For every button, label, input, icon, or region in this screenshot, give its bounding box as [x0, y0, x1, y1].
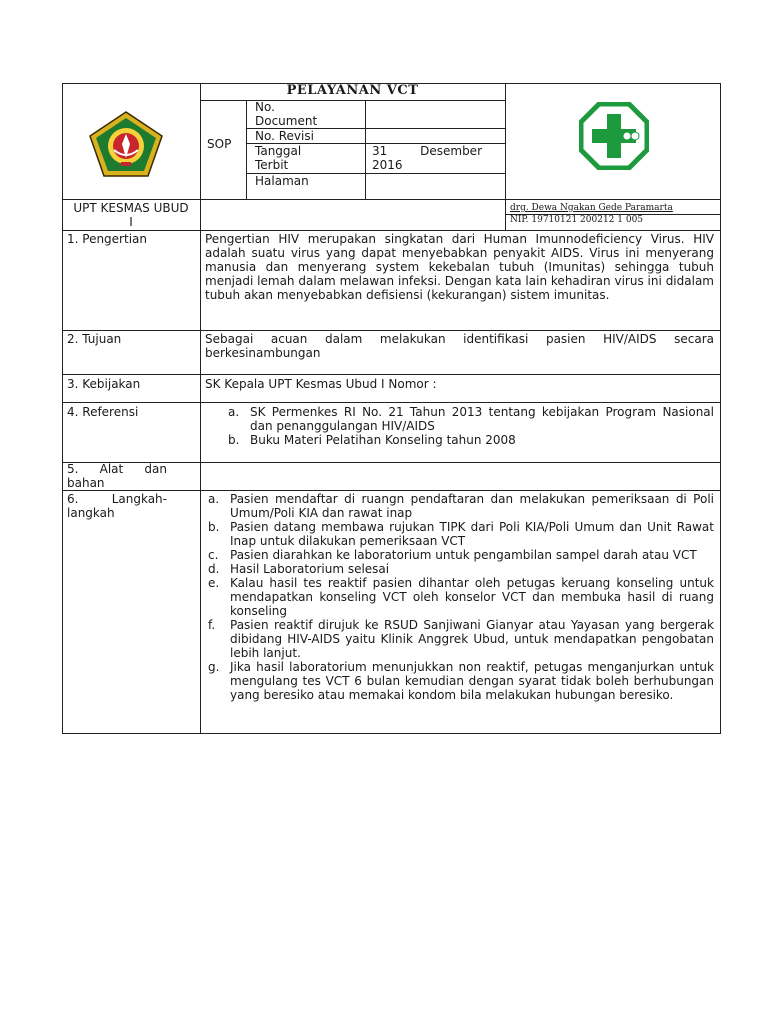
list-item: g. Jika hasil laboratorium menunjukkan non reaktif, petugas menganjurkan untuk mengulang tes VCT 6 bulan kemudian dengan syarat tidak boleh berhubungan yang beresiko atau memakai kondom bila melakukan hubungan beresiko.	[208, 660, 714, 702]
section-label-tujuan: 2. Tujuan	[67, 332, 122, 346]
section-text-tujuan: Sebagai acuan dalam melakukan identifikasi pasien HIV/AIDS secara berkesinambungan	[205, 332, 714, 360]
section-text-pengertian: Pengertian HIV merupakan singkatan dari Human Imunnodeficiency Virus. HIV adalah suatu virus yang dapat menyebabkan penyakit AIDS. Virus ini menyerang manusia dan menyerang system kekebalan tubuh (Imunitas) sehingga tubuh menjadi lemah dalam melawan infeksi. Dengan kata lain kehadiran virus ini didalam tubuh akan menyebabkan defisiensi (kekurangan) sistem imunitas.	[205, 232, 714, 302]
title-underline	[200, 100, 505, 101]
meta-value-tanggal: 31 Desember 2016	[372, 144, 482, 172]
list-item: c. Pasien diarahkan ke laboratorium untuk pengambilan sampel darah atau VCT	[208, 548, 697, 562]
header-line	[62, 199, 721, 200]
meta-label-document: No. Document	[255, 100, 318, 128]
section-label-langkah: 6. Langkah-langkah	[67, 492, 167, 520]
list-item: a. Pasien mendaftar di ruangn pendaftaran dan melakukan pemeriksaan di Poli Umum/Poli KIA dan rawat inap	[208, 492, 714, 520]
section-text-kebijakan: SK Kepala UPT Kesmas Ubud I Nomor :	[205, 377, 437, 391]
list-item: e. Kalau hasil tes reaktif pasien dihantar oleh petugas keruang konseling untuk mendapatkan konseling VCT oleh konselor VCT dan membuka hasil di ruang konseling	[208, 576, 714, 618]
section-label-kebijakan: 3. Kebijakan	[67, 377, 141, 391]
meta-label-tanggal: Tanggal Terbit	[255, 144, 302, 172]
unit-name: UPT KESMAS UBUD I	[73, 201, 189, 229]
list-item: b. Buku Materi Pelatihan Konseling tahun 2008	[228, 433, 516, 447]
regency-emblem-logo	[88, 110, 164, 178]
referensi-list	[220, 405, 714, 447]
meta-label-revisi: No. Revisi	[255, 129, 314, 143]
header-divider-right	[505, 83, 506, 230]
section-label-pengertian: 1. Pengertian	[67, 232, 147, 246]
header-divider-sop	[246, 100, 247, 199]
meta-label-halaman: Halaman	[255, 174, 309, 188]
list-item: f. Pasien reaktif dirujuk ke RSUD Sanjiwani Gianyar atau Yayasan yang bergerak dibidang HIV-AIDS yaitu Klinik Anggrek Ubud, untuk mendapatkan pengobatan lebih lanjut.	[208, 618, 714, 660]
signatory-name: drg. Dewa Ngakan Gede Paramarta	[510, 203, 673, 213]
list-item: b. Pasien datang membawa rujukan TIPK dari Poli KIA/Poli Umum dan Unit Rawat Inap untuk dilakukan pemeriksaan VCT	[208, 520, 714, 548]
list-item: d. Hasil Laboratorium selesai	[208, 562, 390, 576]
list-item: a. SK Permenkes RI No. 21 Tahun 2013 tentang kebijakan Program Nasional dan penanggulangan HIV/AIDS	[228, 405, 714, 433]
section-label-referensi: 4. Referensi	[67, 405, 139, 419]
header-divider-meta	[365, 100, 366, 199]
langkah-list	[200, 492, 714, 702]
document-title: PELAYANAN VCT	[286, 83, 419, 98]
section-label-alat: 5. Alat dan bahan	[67, 462, 167, 490]
signatory-nip: NIP. 19710121 200212 1 005	[510, 215, 644, 225]
puskesmas-logo	[579, 102, 649, 170]
sop-label: SOP	[207, 137, 232, 151]
